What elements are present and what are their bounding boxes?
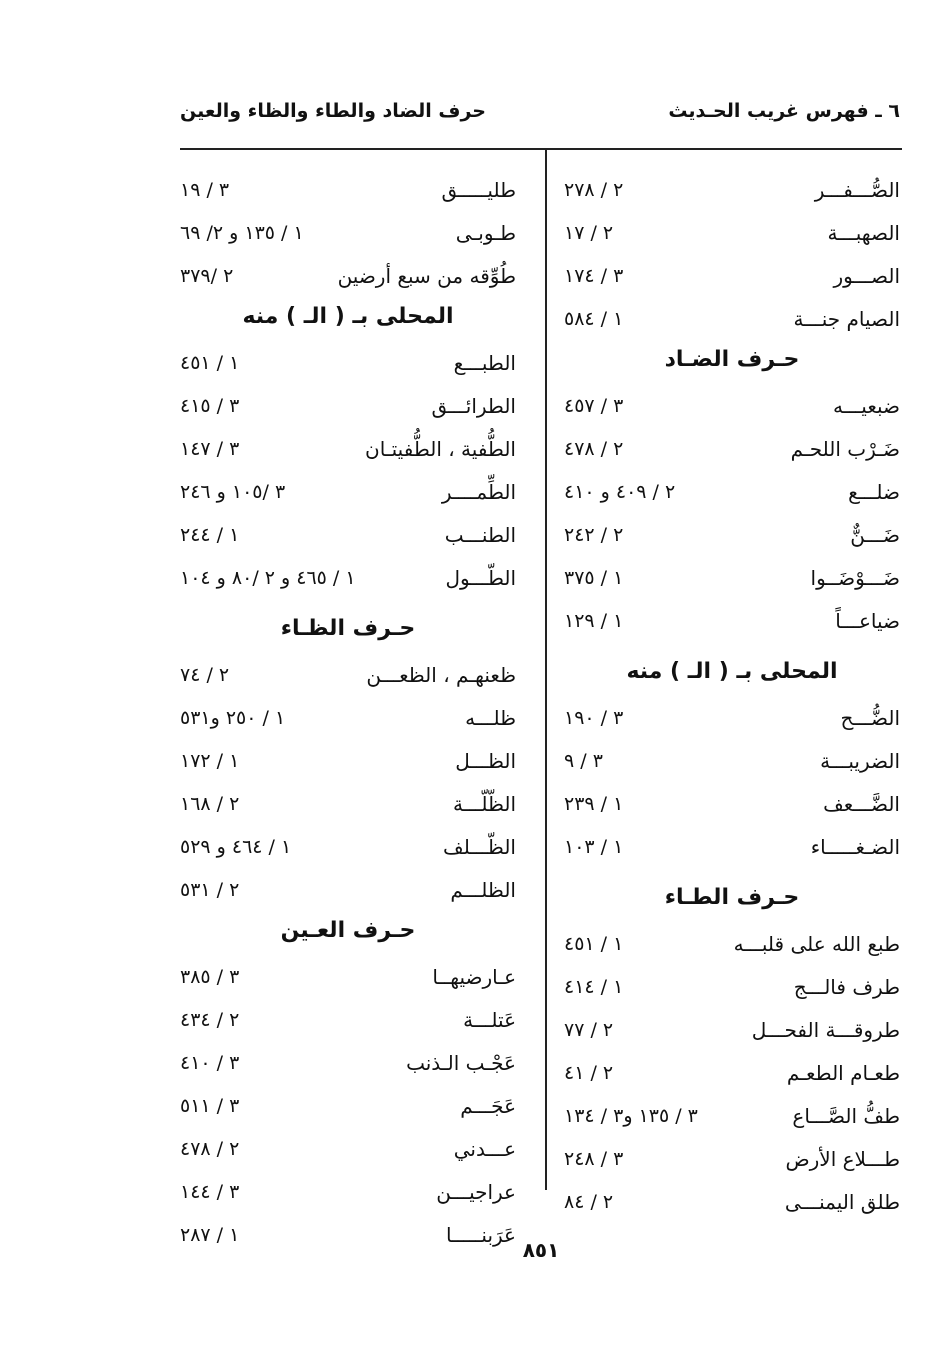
- entry-reference: ٣ / ٩: [564, 749, 603, 772]
- entry-term: الضـغـــــاء: [810, 834, 900, 859]
- running-header-section: حرف الضاد والطاء والظاء والعين: [180, 100, 486, 122]
- entry-term: عَجْـب الـذنب: [406, 1050, 516, 1075]
- entry-reference: ٢ / ٢٧٨: [564, 178, 624, 201]
- index-entry: [180, 211, 516, 254]
- entry-reference: ٣ / ١٤٤: [180, 1180, 240, 1203]
- index-entry: [180, 739, 516, 782]
- index-entry: [180, 955, 516, 998]
- index-entry: [180, 653, 516, 696]
- entry-term: الضُّـــح: [840, 705, 900, 730]
- index-entry: [564, 254, 900, 297]
- entry-reference: ٢ / ٤٣٤: [180, 1008, 240, 1031]
- entry-reference: ١ / ١٠٣: [564, 835, 624, 858]
- entry-term: طليـــــق: [441, 177, 516, 202]
- index-entry: [564, 1094, 900, 1137]
- entry-term: عراجيـــن: [436, 1179, 516, 1204]
- entry-term: ضَـرْب اللحـم: [790, 436, 900, 461]
- entry-term: الظّلّـــة: [453, 791, 516, 816]
- index-entry: [180, 384, 516, 427]
- index-entry: [180, 1170, 516, 1213]
- index-entry: [564, 825, 900, 868]
- index-entry: [180, 254, 516, 297]
- entry-term: طُوِّقه من سبع أرضين: [337, 263, 516, 288]
- entry-term: الطِّمــــر: [441, 479, 516, 504]
- index-entry: [564, 782, 900, 825]
- index-entry: [564, 1008, 900, 1051]
- entry-reference: ١ / ٤١٤: [564, 975, 624, 998]
- entry-term: طروقـــة الفحـــل: [751, 1017, 900, 1042]
- entry-term: الظـــل: [455, 748, 516, 773]
- section-heading: حـرف الضـاد: [664, 347, 800, 372]
- entry-reference: ١ / ٢٣٩: [564, 792, 624, 815]
- index-entry: [564, 1137, 900, 1180]
- header-rule: [180, 148, 902, 150]
- entry-term: الصهبـــة: [827, 220, 900, 245]
- entry-reference: ٢ /٣٧٩: [180, 264, 234, 287]
- entry-reference: ٣ / ٢٤٨: [564, 1147, 624, 1170]
- entry-term: الطُّفية ، الطُّفيتـان: [365, 436, 516, 461]
- entry-term: ضياعـــاً: [835, 608, 900, 633]
- entry-term: ظعنهـم ، الظعـــن: [366, 662, 516, 687]
- entry-reference: ١ / ١٧٢: [180, 749, 240, 772]
- entry-term: ضَـــوْضَــوا: [810, 565, 900, 590]
- entry-term: عَتلـــة: [463, 1007, 516, 1032]
- left-column: [180, 168, 516, 1256]
- entry-term: الصُّـــفـــر: [814, 177, 900, 202]
- index-entry: [564, 470, 900, 513]
- index-entry: [564, 211, 900, 254]
- section-heading: المحلى بـ ( الـ ) منه: [242, 304, 454, 329]
- entry-term: الضَّـــعف: [823, 791, 900, 816]
- index-entry: [564, 168, 900, 211]
- entry-reference: ٣ / ٣٨٥: [180, 965, 240, 988]
- index-entry: [564, 599, 900, 642]
- index-entry: [564, 696, 900, 739]
- entry-reference: ٣ / ٤١٠: [180, 1051, 240, 1074]
- entry-reference: ٣ / ١٣٥ و٣ / ١٣٤: [564, 1104, 698, 1127]
- index-entry: [564, 297, 900, 340]
- section-heading: حـرف الظـاء: [280, 616, 416, 641]
- section-heading: حـرف الطـاء: [664, 885, 800, 910]
- entry-reference: ٢ / ٧٧: [564, 1018, 614, 1041]
- entry-reference: ١ / ٢٥٠ و٥٣١: [180, 706, 286, 729]
- column-divider: [545, 150, 547, 1190]
- index-entry: [180, 427, 516, 470]
- index-entry: [564, 556, 900, 599]
- index-entry: [564, 427, 900, 470]
- section-heading: حـرف العـين: [280, 918, 416, 943]
- index-entry: [180, 1041, 516, 1084]
- entry-term: الطّـــول: [445, 565, 516, 590]
- entry-reference: ١ / ٣٧٥: [564, 566, 624, 589]
- index-entry: [180, 1127, 516, 1170]
- index-entry: [180, 696, 516, 739]
- index-entry: [180, 868, 516, 911]
- entry-reference: ١ / ٥٨٤: [564, 307, 624, 330]
- entry-term: طعـام الطعـم: [786, 1060, 900, 1085]
- entry-reference: ٣ / ١٧٤: [564, 264, 624, 287]
- entry-term: الظّـــلف: [443, 834, 516, 859]
- index-entry: [180, 782, 516, 825]
- entry-reference: ١ / ٤٥١: [180, 351, 240, 374]
- index-entry: [180, 1084, 516, 1127]
- entry-reference: ١ / ١٣٥ و ٢/ ٦٩: [180, 221, 304, 244]
- entry-reference: ٣ /١٠٥ و ٢٤٦: [180, 480, 286, 503]
- entry-reference: ٣ / ٥١١: [180, 1094, 240, 1117]
- entry-term: طـوبـى: [455, 220, 516, 245]
- entry-term: عَجَـــم: [460, 1093, 516, 1118]
- entry-term: الظلـــم: [450, 877, 516, 902]
- index-entry: [180, 513, 516, 556]
- entry-reference: ٣ / ١٤٧: [180, 437, 240, 460]
- entry-reference: ١ / ٤٦٥ و ٢ /٨٠ و ١٠٤: [180, 566, 356, 589]
- entry-term: طلق اليمنـــى: [784, 1189, 900, 1214]
- entry-reference: ١ / ٢٨٧: [180, 1223, 240, 1246]
- page-number: ٨٥١: [522, 1238, 560, 1262]
- entry-reference: ٢ / ٤٠٩ و ٤١٠: [564, 480, 676, 503]
- entry-term: الطرائـــق: [431, 393, 516, 418]
- entry-term: طبع الله على قلبـــه: [733, 931, 900, 956]
- index-entry: [564, 965, 900, 1008]
- entry-term: ضلـــع: [848, 479, 900, 504]
- entry-term: ضبعيـــه: [832, 393, 900, 418]
- index-entry: [180, 168, 516, 211]
- entry-reference: ٣ / ٤٥٧: [564, 394, 624, 417]
- entry-reference: ٢ / ٧٤: [180, 663, 230, 686]
- entry-term: ظلـــه: [465, 705, 516, 730]
- entry-term: عـارضيهــا: [432, 964, 516, 989]
- index-entry: [180, 998, 516, 1041]
- entry-reference: ٢ / ١٧: [564, 221, 614, 244]
- index-entry: [180, 825, 516, 868]
- running-header-title: ٦ ـ فهرس غريب الحـديث: [668, 100, 900, 122]
- index-entry: [564, 513, 900, 556]
- entry-reference: ١ / ٤٥١: [564, 932, 624, 955]
- index-entry: [564, 739, 900, 782]
- index-entry: [564, 1180, 900, 1223]
- entry-term: الطبـــع: [453, 350, 516, 375]
- entry-reference: ٢ / ٤٧٨: [564, 437, 624, 460]
- entry-reference: ٣ / ٤١٥: [180, 394, 240, 417]
- index-entry: [180, 470, 516, 513]
- entry-reference: ٢ / ٤٧٨: [180, 1137, 240, 1160]
- entry-term: الصيام جنـــة: [793, 306, 900, 331]
- entry-reference: ١ / ٢٤٤: [180, 523, 240, 546]
- entry-reference: ٢ / ٤١: [564, 1061, 614, 1084]
- entry-reference: ٣ / ١٩: [180, 178, 230, 201]
- entry-term: الصـــور: [833, 263, 900, 288]
- entry-reference: ٣ / ١٩٠: [564, 706, 624, 729]
- index-entry: [180, 341, 516, 384]
- entry-reference: ٢ / ١٦٨: [180, 792, 240, 815]
- right-column: [564, 168, 900, 1223]
- index-entry: [564, 1051, 900, 1094]
- entry-term: عَرَبنـــــا: [446, 1222, 516, 1247]
- entry-term: طـــلاع الأرض: [785, 1146, 900, 1171]
- entry-term: طرف فالـــج: [793, 974, 900, 999]
- entry-reference: ٢ / ٥٣١: [180, 878, 240, 901]
- entry-reference: ١ / ١٢٩: [564, 609, 624, 632]
- index-entry: [564, 384, 900, 427]
- entry-reference: ٢ / ٨٤: [564, 1190, 614, 1213]
- index-entry: [180, 556, 516, 599]
- index-entry: [564, 922, 900, 965]
- section-heading: المحلى بـ ( الـ ) منه: [626, 659, 838, 684]
- entry-term: الطنـــب: [444, 522, 516, 547]
- entry-reference: ٢ / ٢٤٢: [564, 523, 624, 546]
- entry-reference: ١ / ٤٦٤ و ٥٢٩: [180, 835, 292, 858]
- entry-term: الضريبـــة: [820, 748, 900, 773]
- entry-term: طفُّ الصَّـــاع: [792, 1103, 900, 1128]
- entry-term: عـــدني: [453, 1136, 516, 1161]
- entry-term: ضَـــنٌّ: [850, 522, 900, 547]
